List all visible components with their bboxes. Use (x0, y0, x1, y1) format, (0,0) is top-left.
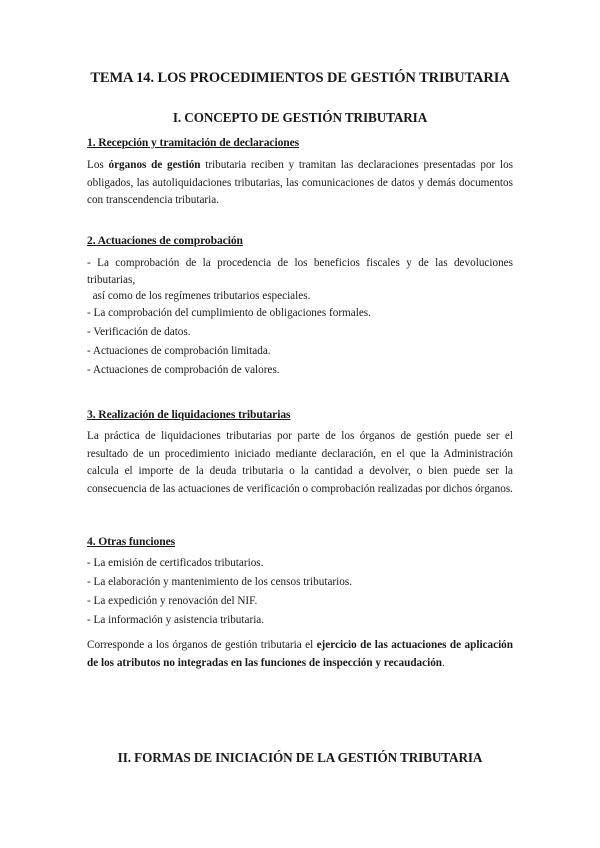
document-title: TEMA 14. LOS PROCEDIMIENTOS DE GESTIÓN TRIBUTARIA (90, 70, 510, 86)
subsection-1-text-bold: órganos de gestión (108, 159, 201, 171)
subsection-2-item-1a (87, 255, 513, 273)
subsection-2-item-1b: así como de los regímenes tributarios especiales. (87, 290, 311, 302)
subsection-4-text-start: Corresponde a los órganos de gestión tributaria el (87, 639, 317, 651)
subsection-2-heading: 2. Actuaciones de comprobación (87, 234, 243, 247)
subsection-1-text-rest: tributaria reciben y tramitan las declaraciones presentadas por los obligados, las autoliquidaciones tributarias, las comunicaciones de datos y demás documentos con transcendencia tributaria. (87, 159, 514, 206)
section-1-title: I. CONCEPTO DE GESTIÓN TRIBUTARIA (172, 110, 428, 125)
subsection-4-text-end: . (442, 656, 445, 669)
subsection-2-item-3: - Verificación de datos. (87, 326, 191, 338)
subsection-4-paragraph (87, 637, 513, 672)
subsection-1-paragraph (87, 157, 513, 210)
subsection-2-item-4: - Actuaciones de comprobación limitada. (87, 345, 271, 357)
subsection-4-item-3: - La expedición y renovación del NIF. (87, 595, 258, 607)
subsection-4-heading: 4. Otras funciones (87, 535, 176, 548)
subsection-4-item-4: - La información y asistencia tributaria. (87, 614, 265, 626)
subsection-2-item-2: - La comprobación del cumplimiento de obligaciones formales. (87, 307, 371, 319)
subsection-4-item-1: - La emisión de certificados tributarios. (87, 557, 264, 569)
section-2-title: II. FORMAS DE INICIACIÓN DE LA GESTIÓN TRIBUTARIA (117, 750, 483, 765)
subsection-2-item-1a-cont: tributarias, (87, 274, 136, 286)
subsection-3-heading: 3. Realización de liquidaciones tributarias (87, 408, 291, 421)
subsection-4-text-bold: ejercicio de las actuaciones de aplicación de los atributos no integradas en las funciones de inspección y recaudación (87, 639, 513, 669)
subsection-2-item-5: - Actuaciones de comprobación de valores. (87, 364, 280, 376)
subsection-3-paragraph: La práctica de liquidaciones tributarias por parte de los órganos de gestión puede ser el resultado de un procedimiento iniciado mediante declaración, en el que la Administración calcula el importe de la deuda tributaria o la cantidad a devolver, o bien puede ser la consecuencia de las actuaciones de verificación o comprobación realizadas por dichos órganos. (87, 430, 513, 495)
subsection-1-text-start: Los (87, 159, 109, 171)
subsection-2-item-1a-text: - La comprobación de la procedencia de los beneficios fiscales y de las devoluciones (87, 257, 513, 269)
subsection-1-heading: 1. Recepción y tramitación de declaraciones (87, 136, 300, 149)
subsection-4-item-2: - La elaboración y mantenimiento de los censos tributarios. (87, 576, 353, 588)
